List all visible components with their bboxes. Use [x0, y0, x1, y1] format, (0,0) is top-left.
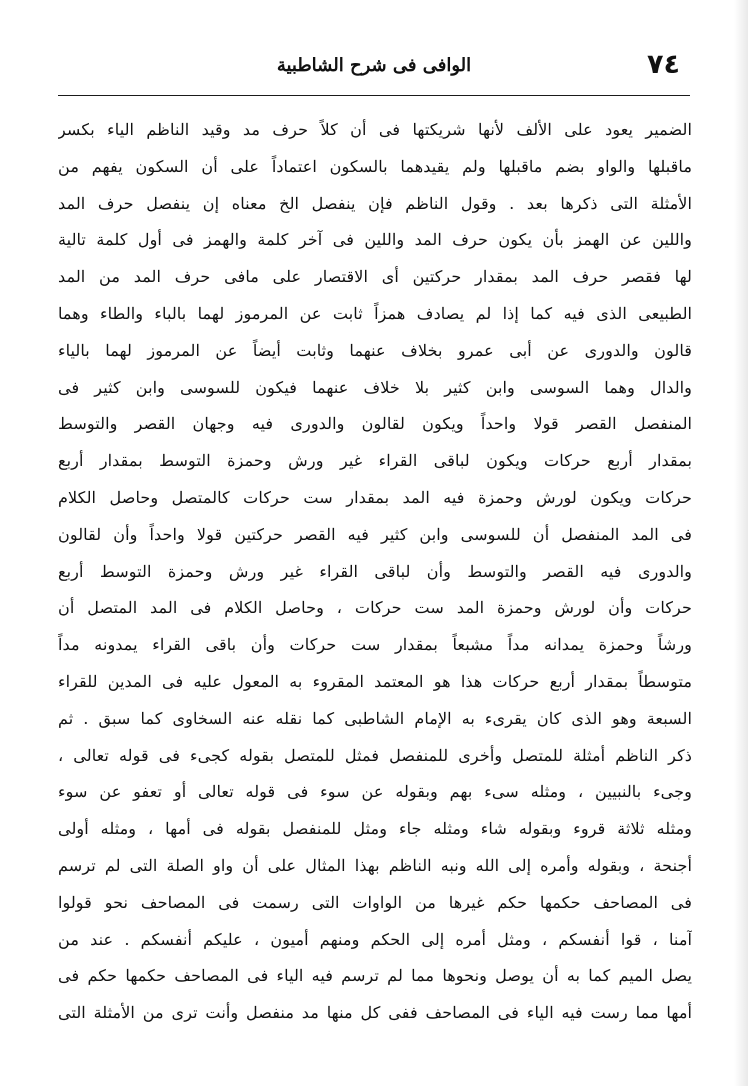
text-line: قالون والدورى عن أبى عمرو بخلاف عنهما وثابت أيضاً عن المرموز لهما بالياء	[58, 340, 692, 360]
text-line: وجىء بالنبيين ، ومثله سىء بهم وبقوله عن سوء فى قوله تعالى أو تعفو عن سوء	[58, 782, 692, 802]
text-line: المنفصل القصر قولا واحداً ويكون لقالون والدورى فيه وجهان القصر والتوسط	[58, 414, 692, 434]
text-line: الأمثلة التى ذكرها بعد . وقول الناظم فإن ينفصل الخ معناه إن ينفصل حرف المد	[58, 193, 692, 213]
text-line: ماقبلها والواو بضم ماقبلها ولم يقيدهما بالسكون اعتماداً على أن السكون يفهم من	[58, 156, 692, 176]
text-line: السبعة وهو الذى كان يقرىء به الإمام الشاطبى كما نقله عنه السخاوى كما سبق . ثم	[58, 708, 692, 728]
body-text	[58, 112, 692, 1032]
text-line: فى المد المنفصل أن للسوسى وابن كثير فيه القصر حركتين قولا واحداً وأن لقالون	[58, 524, 692, 544]
page-header	[58, 46, 690, 86]
text-line: آمنا ، قوا أنفسكم ، ومثل أمره إلى الحكم ومنهم أميون ، عليكم أنفسكم . عند من	[58, 929, 692, 949]
text-line: والدورى فيه القصر والتوسط وأن لباقى القراء غير ورش وحمزة التوسط أربع	[58, 561, 692, 581]
text-line: ومثله ثلاثة قروء وبقوله شاء ومثله جاء ومثل للمنفصل بقوله فى أمها ، ومثله أولى	[58, 819, 692, 839]
text-line: أمها مما رست فيه الياء فى المصاحف ففى كل منها مد منفصل وأنت ترى من الأمثلة التى	[58, 1003, 692, 1023]
text-line: فى المصاحف حكمها حكم غيرها من الواوات التى رسمت فى المصاحف نحو قولوا	[58, 892, 692, 912]
text-line: واللين عن الهمز بأن يكون حرف المد واللين فى آخر كلمة والهمز فى أول كلمة تالية	[58, 230, 692, 250]
scan-edge-shadow	[734, 0, 748, 1086]
text-line: ذكر الناظم أمثلة للمتصل وأخرى للمنفصل فمثل للمتصل بقوله كجىء فى قوله تعالى ،	[58, 745, 692, 765]
header-divider	[58, 95, 690, 96]
running-title: الوافى فى شرح الشاطبية	[276, 55, 472, 76]
text-line: أجنحة ، وبقوله وأمره إلى الله ونبه الناظم بهذا المثال على أن واو الصلة التى لم ترسم	[58, 855, 692, 875]
text-line: ورشاً وحمزة يمدانه مداً مشبعاً بمقدار ست حركات وأن باقى القراء يمدونه مداً	[58, 635, 692, 655]
text-line: والدال وهما السوسى وابن كثير بلا خلاف عنهما فيكون للسوسى وابن كثير فى	[58, 377, 692, 397]
text-line: الطبيعى الذى فيه كما إذا لم يصادف همزاً ثابت عن المرموز لهما بالباء والطاء وهما	[58, 303, 692, 323]
text-line: لها فقصر حرف المد بمقدار حركتين أى الاقتصار على مافى حرف المد من المد	[58, 267, 692, 287]
text-line: الضمير يعود على الألف لأنها شريكتها فى أن كلاً حرف مد وقيد الناظم الياء بكسر	[58, 120, 692, 139]
page-number: ٧٤	[647, 49, 680, 80]
text-line: يصل الميم كما به أن يوصل ونحوها مما لم ترسم فيه الياء فى المصاحف حكمها حكم فى	[58, 966, 692, 986]
text-line: حركات ويكون لورش وحمزة فيه المد بمقدار ست حركات كالمتصل وحاصل الكلام	[58, 487, 692, 507]
text-line: حركات وأن لورش وحمزة المد ست حركات ، وحاصل الكلام فى المد المتصل أن	[58, 598, 692, 618]
text-line: متوسطاً بمقدار أربع حركات هذا هو المعتمد المقروء به المعول عليه فى المدين للقراء	[58, 671, 692, 691]
text-line: بمقدار أربع حركات ويكون لباقى القراء غير ورش وحمزة التوسط بمقدار أربع	[58, 451, 692, 471]
